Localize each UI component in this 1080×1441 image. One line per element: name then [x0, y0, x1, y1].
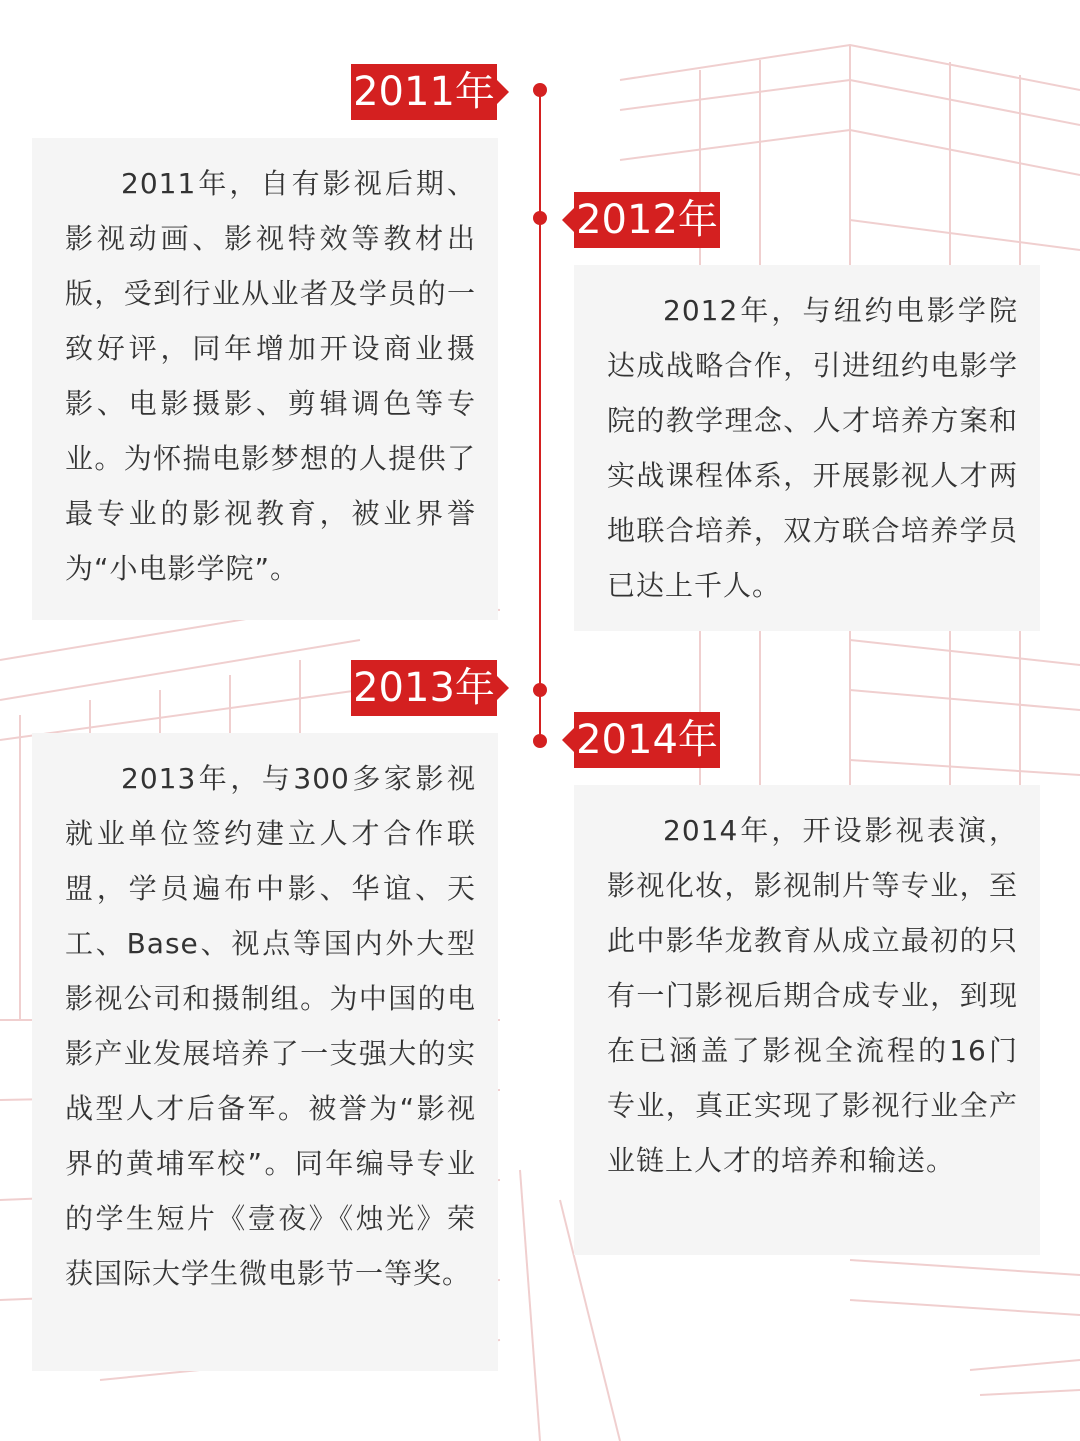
timeline-dot-2012	[533, 211, 547, 225]
year-tag-2014: 2014年	[574, 712, 720, 768]
timeline-axis	[539, 90, 541, 742]
event-card-2011	[32, 138, 498, 620]
timeline-dot-2014	[533, 734, 547, 748]
event-card-2013	[32, 733, 498, 1371]
event-text-2012: 2012年，与纽约电影学院达成战略合作，引进纽约电影学院的教学理念、人才培养方案和实战课程体系，开展影视人才两地联合培养，双方联合培养学员已达上千人。	[607, 294, 1018, 602]
year-tag-2012: 2012年	[574, 192, 720, 248]
timeline-dot-2011	[533, 83, 547, 97]
year-tag-2013: 2013年	[351, 660, 497, 716]
event-card-2014	[574, 785, 1040, 1255]
event-text-2013: 2013年，与300多家影视就业单位签约建立人才合作联盟，学员遍布中影、华谊、天工、Base、视点等国内外大型影视公司和摄制组。为中国的电影产业发展培养了一支强大的实战型人才后备军。被誉为“影视界的黄埔军校”。同年编导专业的学生短片《壹夜》《烛光》荣获国际大学生微电影节一等奖。	[65, 762, 476, 1290]
event-card-2012	[574, 265, 1040, 631]
event-text-2014: 2014年，开设影视表演，影视化妆，影视制片等专业，至此中影华龙教育从成立最初的只有一门影视后期合成专业，到现在已涵盖了影视全流程的16门专业，真正实现了影视行业全产业链上人才的培养和输送。	[607, 814, 1018, 1177]
year-tag-2011: 2011年	[351, 64, 497, 120]
timeline-dot-2013	[533, 683, 547, 697]
event-text-2011: 2011年，自有影视后期、影视动画、影视特效等教材出版，受到行业从业者及学员的一致好评，同年增加开设商业摄影、电影摄影、剪辑调色等专业。为怀揣电影梦想的人提供了最专业的影视教育，被业界誉为“小电影学院”。	[65, 167, 476, 585]
